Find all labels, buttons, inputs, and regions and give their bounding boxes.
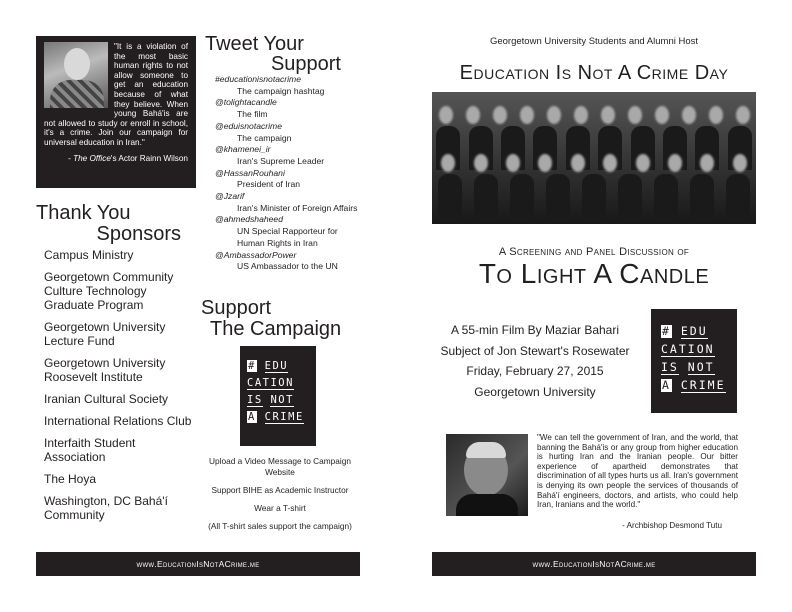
film-detail-line: Friday, February 27, 2015 (466, 364, 604, 379)
twitter-handle[interactable]: @khamenei_ir (215, 144, 271, 155)
twitter-handle-description: The campaign (237, 132, 292, 143)
support-action-item: Wear a T-shirt (254, 503, 306, 513)
twitter-handle-description: The campaign hashtag (237, 85, 325, 96)
twitter-handle-description: The film (237, 109, 268, 120)
tweet-your-support-heading: Tweet Your Support (205, 33, 341, 75)
sponsor-item: Campus Ministry (44, 248, 134, 262)
film-detail-line: Subject of Jon Stewart's Rosewater (440, 343, 630, 358)
twitter-handle-description: President of Iran (237, 179, 301, 190)
education-is-not-a-crime-logo: # EDU CATION IS NOT A CRIME (240, 346, 316, 446)
rainn-wilson-quote-box (36, 36, 196, 188)
support-actions-list (200, 456, 360, 539)
sponsor-item: Interfaith Student Association (44, 436, 136, 464)
twitter-handle[interactable]: @tolightacandle (215, 97, 277, 108)
twitter-handle[interactable]: @HassanRouhani (215, 167, 285, 178)
sponsor-list (44, 248, 194, 530)
sponsor-item: Georgetown Community Culture Technology Graduate Program (44, 270, 174, 312)
thank-you-sponsors-heading: Thank You Sponsors (36, 202, 181, 245)
twitter-handle[interactable]: @eduisnotacrime (215, 120, 283, 131)
rainn-wilson-quote-text: "It is a violation of the most basic human rights to not allow someone to get an education because of what they believe. When young Bahá'is are not allowed to study or enroll in school, it's a crime. Join our campaign for universal education in Iran." (44, 42, 188, 147)
event-title: Education Is Not A Crime Day (459, 62, 729, 84)
sponsor-item: International Relations Club (44, 414, 192, 428)
film-detail-line: Georgetown University (474, 384, 596, 399)
film-detail-line: A 55-min Film By Maziar Bahari (450, 323, 620, 337)
support-the-campaign-heading: Support The Campaign (201, 297, 342, 340)
rainn-wilson-photo (44, 42, 108, 108)
support-action-item: Upload a Video Message to Campaign Website (209, 456, 351, 477)
desmond-tutu-photo (446, 434, 528, 516)
graduates-photo (432, 92, 756, 224)
rainn-wilson-attribution: - The Office's Actor Rainn Wilson (68, 153, 188, 163)
support-action-item: Support BIHE as Academic Instructor (211, 485, 349, 495)
twitter-handle[interactable]: @AmbassadorPower (215, 249, 297, 260)
twitter-handle[interactable]: #educationisnotacrime (215, 74, 301, 84)
film-title: To Light A Candle (478, 258, 710, 289)
sponsor-item: Iranian Cultural Society (44, 392, 169, 406)
twitter-handle[interactable]: @Jzarif (215, 191, 245, 202)
footer-website-link-right[interactable]: www.EducationIsNotACrime.me (432, 552, 756, 576)
twitter-handle-list (215, 74, 365, 273)
support-action-item: (All T-shirt sales support the campaign) (208, 521, 352, 531)
desmond-tutu-attribution: - Archbishop Desmond Tutu (622, 521, 722, 530)
twitter-handle-description: Iran's Minister of Foreign Affairs (237, 202, 358, 213)
desmond-tutu-quote: "We can tell the government of Iran, and the world, that banning the Bahá'is or any group from higher education is hurting Iran and the Iranian people. Our bitter experience of apartheid demonstrates that discrimination of all types hurts us all. Iran's government is denying its own people the services of thousands of Bahá'í engineers, doctors, and artists, who could help Iran, Iranians and the world." (537, 433, 738, 510)
twitter-handle[interactable]: @ahmedshaheed (215, 214, 283, 225)
sponsor-item: Washington, DC Bahá'í Community (44, 494, 168, 522)
host-line: Georgetown University Students and Alumni Host (489, 36, 699, 47)
twitter-handle-description: UN Special Rapporteur for Human Rights in Iran (237, 226, 338, 248)
education-is-not-a-crime-logo-large: # EDU CATION IS NOT A CRIME (651, 309, 737, 413)
film-details (440, 320, 630, 402)
twitter-handle-description: US Ambassador to the UN (237, 261, 338, 272)
sponsor-item: Georgetown University Lecture Fund (44, 320, 166, 348)
footer-website-link-left[interactable]: www.EducationIsNotACrime.me (36, 552, 360, 576)
sponsor-item: Georgetown University Roosevelt Institute (44, 356, 166, 384)
screening-subtitle: A Screening and Panel Discussion of (498, 246, 690, 258)
twitter-handle-description: Iran's Supreme Leader (237, 155, 325, 166)
sponsor-item: The Hoya (44, 472, 97, 486)
